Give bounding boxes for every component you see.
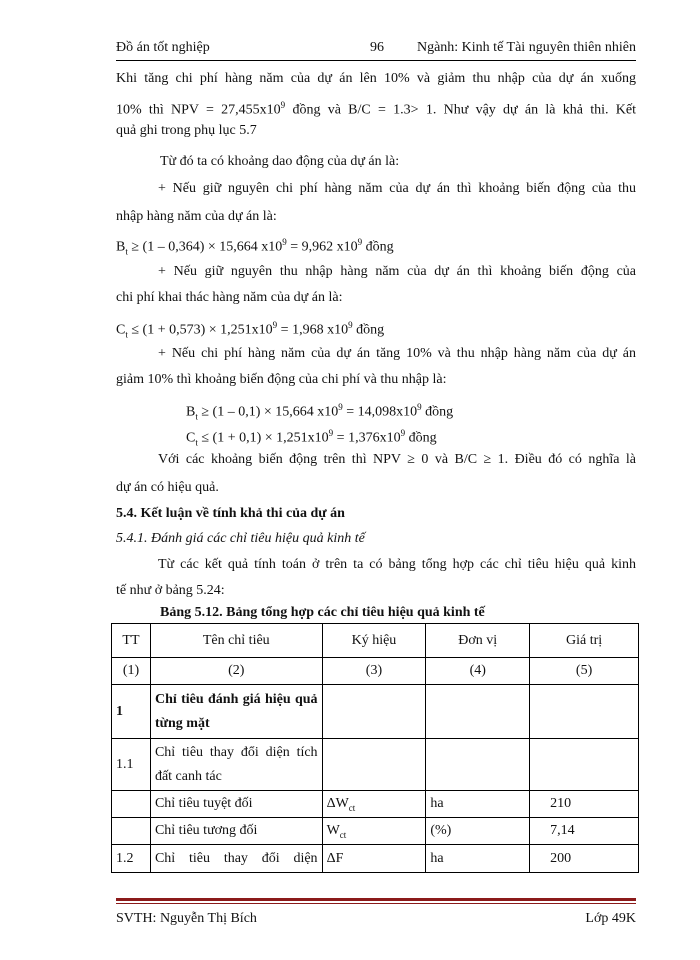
cell: Chỉ tiêu thay đổi diện tích đất canh tác	[150, 739, 322, 791]
cell: ha	[426, 845, 530, 873]
footer-rule	[116, 898, 636, 901]
header-field: Ngành: Kinh tế Tài nguyên thiên nhiên	[416, 40, 636, 55]
cell: 210	[530, 791, 639, 818]
header-rule	[116, 60, 636, 61]
cell: (5)	[530, 658, 639, 685]
para-line: Với các khoảng biến động trên thì NPV ≥ 0 và B/C ≥ 1. Điều đó có nghĩa là	[158, 452, 636, 467]
cell: (2)	[150, 658, 322, 685]
para-line: quả ghi trong phụ lục 5.7	[116, 123, 257, 138]
para-line: Từ các kết quả tính toán ở trên ta có bảng tổng hợp các chỉ tiêu hiệu quả kinh	[158, 557, 636, 572]
table-row	[112, 791, 639, 818]
cell: (%)	[426, 818, 530, 845]
section-heading: 5.4. Kết luận về tính khả thi của dự án	[116, 506, 345, 521]
footer-class: Lớp 49K	[585, 911, 636, 926]
cell: 1.1	[112, 739, 151, 791]
para-line: + Nếu giữ nguyên chi phí hàng năm của dự án thì khoảng biến động của thu	[158, 181, 636, 196]
cell	[112, 818, 151, 845]
cell: Chỉ tiêu tuyệt đối	[150, 791, 322, 818]
cell: (1)	[112, 658, 151, 685]
cell: 200	[530, 845, 639, 873]
table-row	[112, 739, 639, 791]
table-header-row	[112, 624, 639, 658]
header-value: Giá trị	[530, 624, 639, 658]
cell	[322, 685, 426, 739]
para-line: nhập hàng năm của dự án là:	[116, 209, 277, 224]
indicator-table	[111, 623, 639, 873]
para-line: chi phí khai thác hàng năm của dự án là:	[116, 290, 343, 305]
cell: (4)	[426, 658, 530, 685]
para-line: + Nếu chi phí hàng năm của dự án tăng 10% và thu nhập hàng năm của dự án	[158, 346, 636, 361]
page-footer	[116, 911, 636, 927]
cell	[322, 739, 426, 791]
table-row	[112, 685, 639, 739]
para-line: tế như ở bảng 5.24:	[116, 583, 225, 598]
para-line: giảm 10% thì khoảng biến động của chi phí và thu nhập là:	[116, 372, 447, 387]
cell: ha	[426, 791, 530, 818]
para-line: Khi tăng chi phí hàng năm của dự án lên 10% và giảm thu nhập của dự án xuống	[116, 71, 636, 86]
para-line: + Nếu giữ nguyên thu nhập hàng năm của dự án thì khoảng biến động của	[158, 264, 636, 279]
formula-ct-1: $C_t \le (1 + 0,573) \times 1,251x10^9 = 1,968$ $x10^9$ đồng	[116, 320, 385, 340]
table-row	[112, 845, 639, 873]
table-number-row	[112, 658, 639, 685]
page-header	[116, 40, 636, 60]
formula-ct-2: $C_t \le (1 + 0,1) \times 1,251x10^9 = 1,376x10^9$ đồng	[186, 428, 437, 448]
cell: 1	[112, 685, 151, 739]
header-tt: TT	[112, 624, 151, 658]
table-row	[112, 818, 639, 845]
cell	[112, 791, 151, 818]
subsection-heading: 5.4.1. Đánh giá các chỉ tiêu hiệu quả kinh tế	[116, 531, 365, 546]
header-symbol: Ký hiệu	[322, 624, 426, 658]
footer-rule-thin	[116, 903, 636, 904]
cell: ΔF	[322, 845, 426, 873]
header-unit: Đơn vị	[426, 624, 530, 658]
formula-bt-2: $B_t \ge (1 - 0,1) \times 15,664$ $x10^9 = 14,098x10^9$ đồng	[186, 402, 454, 422]
cell: 7,14	[530, 818, 639, 845]
para-line: Từ đó ta có khoảng dao động của dự án là:	[160, 154, 400, 169]
cell: Chỉ tiêu đánh giá hiệu quả từng mặt	[150, 685, 322, 739]
cell	[530, 685, 639, 739]
para-line: dự án có hiệu quả.	[116, 480, 219, 495]
cell: 1.2	[112, 845, 151, 873]
cell: $W_{ct}$	[322, 818, 426, 845]
cell	[426, 739, 530, 791]
page-number: 96	[370, 40, 384, 55]
cell: Chỉ tiêu thay đổi diện	[150, 845, 322, 873]
header-title: Đồ án tốt nghiệp	[116, 40, 210, 55]
cell: Chỉ tiêu tương đối	[150, 818, 322, 845]
header-name: Tên chỉ tiêu	[150, 624, 322, 658]
cell: (3)	[322, 658, 426, 685]
para-line: 10% thì NPV = $27,455x10^9$ đồng và B/C = 1.3> 1. Như vậy dự án là khả thi. Kết	[116, 100, 636, 118]
table-caption: Bảng 5.12. Bảng tổng hợp các chỉ tiêu hiệu quả kinh tế	[160, 605, 485, 620]
cell: $\Delta W_{ct}$	[322, 791, 426, 818]
footer-author: SVTH: Nguyễn Thị Bích	[116, 911, 257, 926]
formula-bt-1: $B_t \ge (1 - 0,364) \times 15,664$ $x10^9 = 9,962$ $x10^9$ đồng	[116, 237, 394, 257]
cell	[426, 685, 530, 739]
cell	[530, 739, 639, 791]
